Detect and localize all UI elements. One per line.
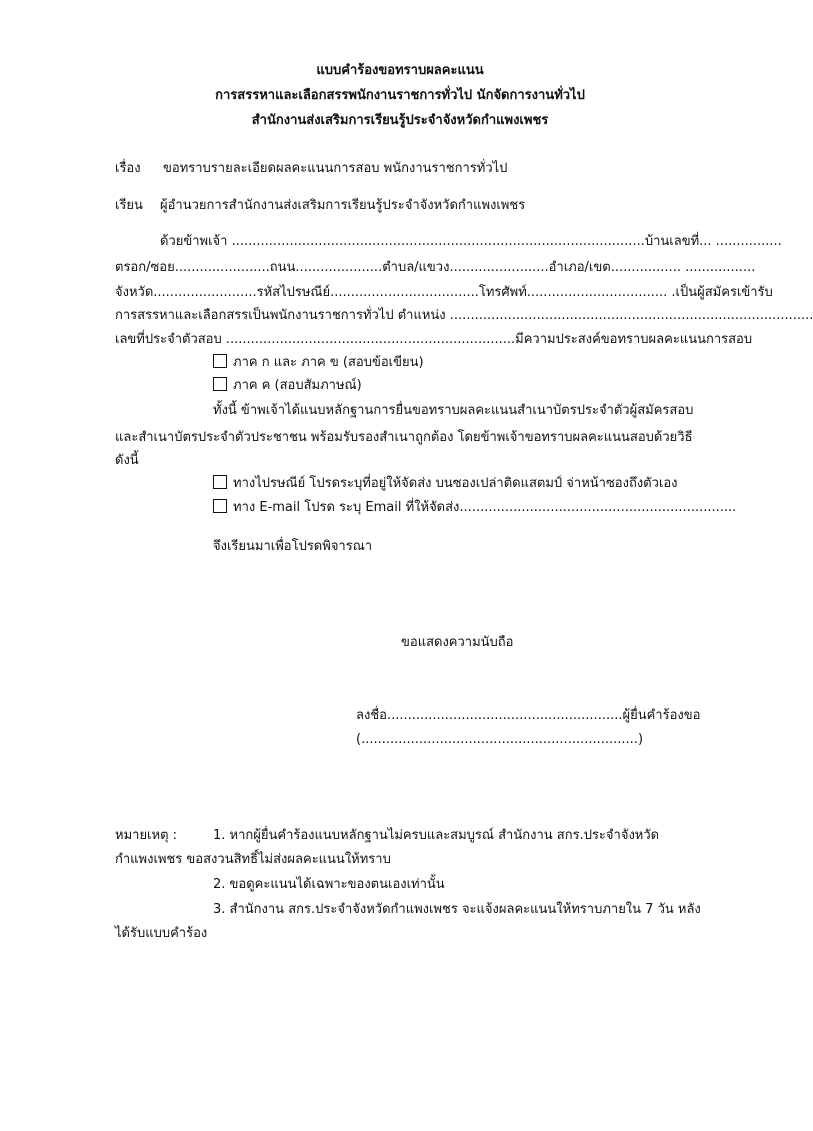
body-line-name[interactable]: ด้วยข้าพเจ้า ....................................................................................................บ้านเลขที่... ................ [160, 234, 782, 249]
notes-label: หมายเหตุ : [115, 828, 178, 843]
body-line-exam-id[interactable]: เลขที่ประจำตัวสอบ ......................................................................มีความประสงค์ขอทราบผลคะแนนการสอบ [115, 332, 753, 347]
subject-text: ขอทราบรายละเอียดผลคะแนนการสอบ พนักงานราชการทั่วไป [163, 161, 508, 176]
body-line-position[interactable]: การสรรหาและเลือกสรรเป็นพนักงานราชการทั่วไป ตำแหน่ง ........................................................................................ [115, 308, 813, 323]
delivery-option-email[interactable] [213, 499, 736, 517]
to-text: ผู้อำนวยการสำนักงานส่งเสริมการเรียนรู้ประจำจังหวัดกำแพงเพชร [160, 198, 526, 213]
delivery-option-post-label: ทางไปรษณีย์ โปรดระบุที่อยู่ให้จัดส่ง บนซองเปล่าติดแสตมป์ จ่าหน้าซองถึงตัวเอง [233, 476, 678, 491]
signature-name-line[interactable]: (...................................................................) [356, 732, 644, 747]
note-3-line-1: 3. สำนักงาน สกร.ประจำจังหวัดกำแพงเพชร จะแจ้งผลคะแนนให้ทราบภายใน 7 วัน หลัง [213, 902, 701, 917]
closing-text: จึงเรียนมาเพื่อโปรดพิจารณา [213, 539, 373, 554]
delivery-option-post[interactable] [213, 475, 678, 493]
note-2: 2. ขอดูคะแนนได้เฉพาะของตนเองเท่านั้น [213, 877, 445, 892]
delivery-option-email-label: ทาง E-mail โปรด ระบุ Email ที่ให้จัดส่ง................................................................... [233, 500, 737, 515]
form-title: แบบคำร้องขอทราบผลคะแนน [316, 63, 484, 78]
regards-text: ขอแสดงความนับถือ [401, 635, 514, 650]
attachment-line-3: ดังนี้ [115, 453, 139, 468]
checkbox-written-exam[interactable] [213, 354, 227, 368]
signature-line[interactable]: ลงชื่อ.........................................................ผู้ยื่นคำร้องขอ [356, 708, 701, 723]
exam-option-written[interactable] [213, 354, 424, 372]
body-line-province[interactable]: จังหวัด.........................รหัสไปรษณีย์....................................โทรศัพท์.................................. .เป็นผู้สมัครเข้ารับ [115, 285, 773, 300]
attachment-line-1: ทั้งนี้ ข้าพเจ้าได้แนบหลักฐานการยื่นขอทราบผลคะแนนสำเนาบัตรประจำตัวผู้สมัครสอบ [213, 403, 694, 418]
note-3-line-2: ได้รับแบบคำร้อง [115, 926, 208, 941]
subject-label: เรื่อง [115, 161, 141, 176]
form-subtitle-office: สำนักงานส่งเสริมการเรียนรู้ประจำจังหวัดกำแพงเพชร [251, 113, 549, 128]
exam-option-interview-label: ภาค ค (สอบสัมภาษณ์) [233, 378, 362, 393]
body-line-address[interactable]: ตรอก/ซอย.......................ถนน.....................ตำบล/แขวง........................อำเภอ/เขต................. ................. [115, 260, 756, 275]
to-label: เรียน [115, 198, 143, 213]
attachment-line-2: และสำเนาบัตรประจำตัวประชาชน พร้อมรับรองสำเนาถูกต้อง โดยข้าพเจ้าขอทราบผลคะแนนสอบด้วยวิธี [115, 430, 693, 445]
checkbox-delivery-post[interactable] [213, 475, 227, 489]
checkbox-delivery-email[interactable] [213, 499, 227, 513]
exam-option-interview[interactable] [213, 377, 362, 395]
note-1-line-2: กำแพงเพชร ขอสงวนสิทธิ์ไม่ส่งผลคะแนนให้ทราบ [115, 852, 391, 867]
note-1-line-1: 1. หากผู้ยื่นคำร้องแนบหลักฐานไม่ครบและสมบูรณ์ สำนักงาน สกร.ประจำจังหวัด [213, 828, 660, 843]
checkbox-interview-exam[interactable] [213, 377, 227, 391]
exam-option-written-label: ภาค ก และ ภาค ข (สอบข้อเขียน) [233, 355, 424, 370]
form-subtitle-recruitment: การสรรหาและเลือกสรรพนักงานราชการทั่วไป นักจัดการงานทั่วไป [215, 88, 585, 103]
